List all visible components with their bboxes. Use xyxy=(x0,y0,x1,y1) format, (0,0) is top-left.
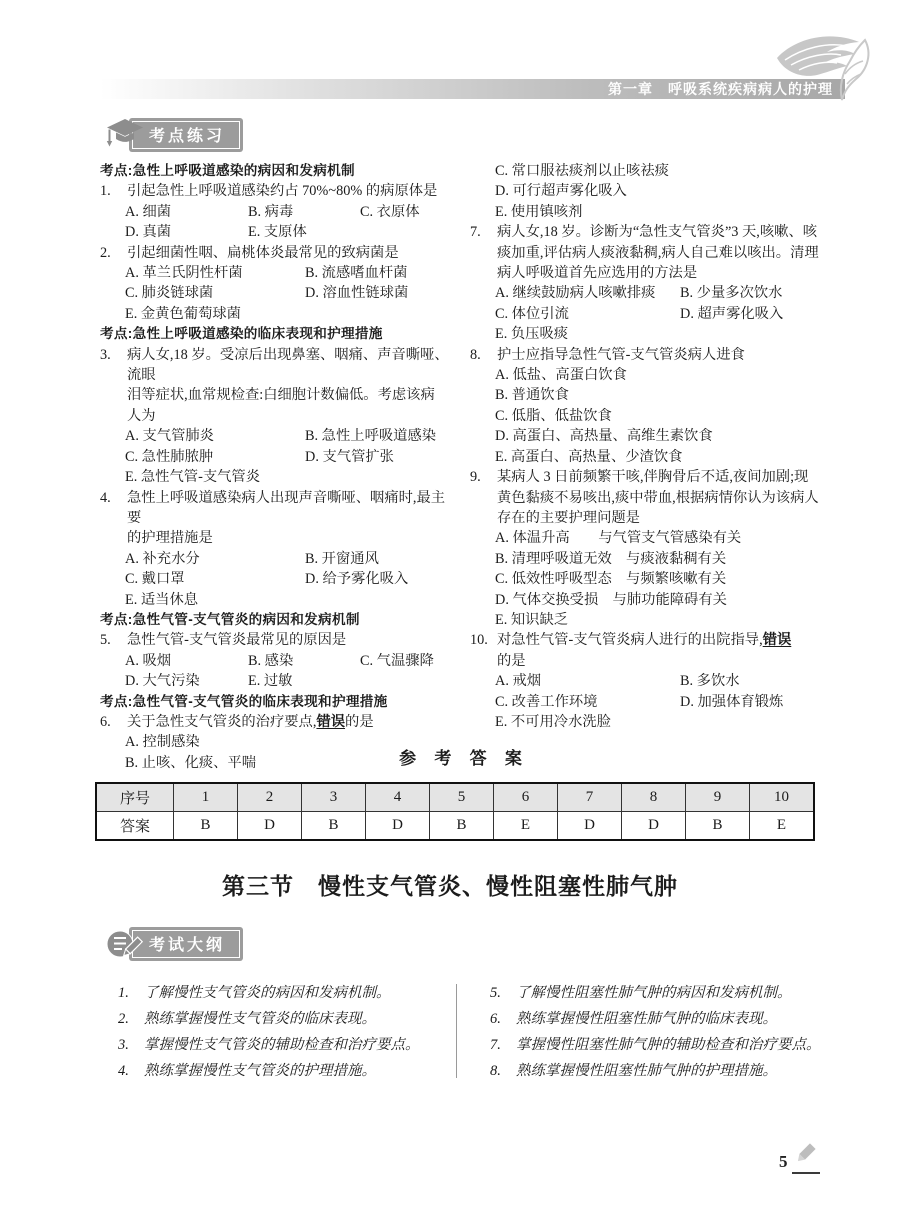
option-item: A. 继续鼓励病人咳嗽排痰 xyxy=(495,285,656,302)
outline-item-text: 掌握慢性阻塞性肺气肿的辅助检查和治疗要点。 xyxy=(516,1037,821,1053)
option-item: D. 大气污染 xyxy=(125,673,200,690)
outline-item xyxy=(490,980,830,1006)
text-segment: 关于急性支气管炎的治疗要点, xyxy=(127,713,317,730)
practice-column-right xyxy=(470,161,828,773)
answers-header-row xyxy=(96,783,814,812)
option-item: B. 少量多次饮水 xyxy=(680,285,783,302)
option-row xyxy=(470,426,828,446)
question-line xyxy=(100,243,458,263)
outline-item xyxy=(118,1006,458,1032)
outline-badge-label: 考试大纲 xyxy=(132,930,240,958)
outline-item-number: 7. xyxy=(490,1037,501,1053)
option-item: C. 改善工作环境 xyxy=(495,693,598,710)
option-item: A. 吸烟 xyxy=(125,652,172,669)
question-text: 痰加重,评估病人痰液黏稠,病人自己难以咳出。清理 xyxy=(497,244,819,261)
text-segment: 的是 xyxy=(345,713,374,730)
question-text: 引起细菌性咽、扁桃体炎最常见的致病菌是 xyxy=(127,244,399,261)
option-row xyxy=(100,671,458,691)
outline-item xyxy=(490,1006,830,1032)
option-item: C. 常口服祛痰剂以止咳祛痰 xyxy=(495,163,669,179)
option-item: B. 流感嗜血杆菌 xyxy=(305,265,408,282)
option-item: E. 金黄色葡萄球菌 xyxy=(125,305,241,322)
option-item: B. 病毒 xyxy=(248,203,294,220)
question-line xyxy=(470,263,828,283)
emphasized-term: 错误 xyxy=(762,632,792,649)
question-line xyxy=(100,406,458,426)
option-row xyxy=(470,365,828,385)
outline-item-text: 熟练掌握慢性支气管炎的护理措施。 xyxy=(144,1063,376,1079)
option-item: D. 支气管扩张 xyxy=(305,448,394,465)
outline-item xyxy=(118,980,458,1006)
answers-value-row xyxy=(96,812,814,841)
option-item: E. 急性气管-支气管炎 xyxy=(125,469,261,486)
option-row xyxy=(100,426,458,446)
outline-item-number: 8. xyxy=(490,1063,501,1079)
option-row xyxy=(470,161,828,181)
option-row xyxy=(470,181,828,201)
outline-item-number: 2. xyxy=(118,1011,129,1027)
option-row xyxy=(100,304,458,324)
question-number: 9. xyxy=(470,469,481,486)
question-text: 黄色黏痰不易咳出,痰中带血,根据病情你认为该病人 xyxy=(497,489,819,506)
option-row xyxy=(470,671,828,691)
exam-outline-icon xyxy=(105,927,143,961)
outline-item xyxy=(490,1058,830,1084)
question-line xyxy=(100,345,458,386)
option-item: E. 高蛋白、高热量、少渣饮食 xyxy=(495,448,683,465)
question-text: 护士应指导急性气管-支气管炎病人进食 xyxy=(497,346,745,363)
answer-number-cell: 5 xyxy=(430,783,494,812)
wing-logo-icon xyxy=(775,28,875,108)
answer-value-cell: B xyxy=(430,812,494,841)
answer-value-cell: D xyxy=(238,812,302,841)
option-item: D. 溶血性链球菌 xyxy=(305,285,409,302)
answer-number-cell: 3 xyxy=(302,783,366,812)
section-title: 第三节 慢性支气管炎、慢性阻塞性肺气肿 xyxy=(222,874,678,899)
option-item: D. 超声雾化吸入 xyxy=(680,305,784,322)
option-row xyxy=(470,610,828,630)
answers-table xyxy=(95,782,815,841)
answer-number-cell: 4 xyxy=(366,783,430,812)
option-item: E. 使用镇咳剂 xyxy=(495,203,583,220)
question-number: 6. xyxy=(100,713,111,730)
exam-point-heading: 考点:急性上呼吸道感染的病因和发病机制 xyxy=(100,163,355,178)
practice-badge-box xyxy=(129,118,243,152)
option-row xyxy=(100,283,458,303)
outline-item-number: 5. xyxy=(490,985,501,1001)
option-row xyxy=(470,549,828,569)
question-number: 3. xyxy=(100,346,111,363)
option-item: D. 高蛋白、高热量、高维生素饮食 xyxy=(495,428,713,445)
answer-number-cell: 2 xyxy=(238,783,302,812)
question-text: 病人呼吸道首先应选用的方法是 xyxy=(497,265,698,282)
question-line xyxy=(470,467,828,487)
outline-item xyxy=(118,1058,458,1084)
question-text: 的护理措施是 xyxy=(127,530,213,547)
question-number: 2. xyxy=(100,244,111,261)
option-row xyxy=(100,590,458,610)
option-row xyxy=(100,263,458,283)
option-item: B. 感染 xyxy=(248,652,294,669)
option-row xyxy=(470,324,828,344)
option-row xyxy=(470,447,828,467)
question-text xyxy=(497,651,828,671)
outline-badge-box xyxy=(129,927,243,961)
question-text: 泪等症状,血常规检查:白细胞计数偏低。考虑该病 xyxy=(127,387,435,404)
option-item: A. 细菌 xyxy=(125,203,172,220)
answer-number-cell: 10 xyxy=(750,783,815,812)
question-line xyxy=(470,243,828,263)
question-line xyxy=(100,630,458,650)
question-text xyxy=(127,712,458,732)
option-item: C. 急性肺脓肿 xyxy=(125,448,214,465)
question-text: 引起急性上呼吸道感染约占 70%~80% 的病原体是 xyxy=(127,183,438,200)
exam-point-heading: 考点:急性气管-支气管炎的临床表现和护理措施 xyxy=(100,693,388,709)
outline-section xyxy=(118,980,830,1084)
outline-item xyxy=(118,1032,458,1058)
pencil-icon xyxy=(791,1142,819,1170)
answer-number-cell: 8 xyxy=(622,783,686,812)
option-item: A. 补充水分 xyxy=(125,550,200,567)
option-item: E. 过敏 xyxy=(248,673,293,690)
outline-item-number: 6. xyxy=(490,1011,501,1027)
answer-value-cell: D xyxy=(622,812,686,841)
text-segment: 对急性气管-支气管炎病人进行的出院指导, xyxy=(497,632,763,649)
answer-value-cell: B xyxy=(686,812,750,841)
option-row xyxy=(100,467,458,487)
outline-item-text: 熟练掌握慢性支气管炎的临床表现。 xyxy=(144,1011,376,1027)
answer-value-cell: B xyxy=(302,812,366,841)
question-text: 急性气管-支气管炎最常见的原因是 xyxy=(127,632,347,649)
chapter-header-bar xyxy=(100,79,845,99)
outline-column-right xyxy=(490,980,830,1084)
question-line xyxy=(470,651,828,671)
answer-value-cell: D xyxy=(558,812,622,841)
option-row xyxy=(470,692,828,712)
option-row xyxy=(100,549,458,569)
option-item: B. 普通饮食 xyxy=(495,387,569,404)
option-row xyxy=(470,528,828,548)
answer-number-cell: 6 xyxy=(494,783,558,812)
text-segment: 的是 xyxy=(497,652,526,669)
option-row xyxy=(470,304,828,324)
option-item: A. 革兰氏阴性杆菌 xyxy=(125,265,243,282)
question-line xyxy=(100,528,458,548)
option-item: E. 适当休息 xyxy=(125,591,199,608)
option-item: B. 多饮水 xyxy=(680,673,740,690)
option-row xyxy=(100,651,458,671)
answers-row-label: 答案 xyxy=(96,812,174,841)
option-item: A. 戒烟 xyxy=(495,673,542,690)
option-row xyxy=(470,202,828,222)
answer-value-cell: E xyxy=(750,812,815,841)
emphasized-term: 错误 xyxy=(316,713,346,730)
option-item: E. 负压吸痰 xyxy=(495,326,569,343)
option-row xyxy=(470,385,828,405)
answer-value-cell: E xyxy=(494,812,558,841)
answer-number-cell: 9 xyxy=(686,783,750,812)
option-item: D. 真菌 xyxy=(125,224,172,241)
question-text: 病人女,18 岁。受凉后出现鼻塞、咽痛、声音嘶哑、流眼 xyxy=(127,346,449,384)
option-item: C. 戴口罩 xyxy=(125,571,185,588)
page-number: 5 xyxy=(779,1152,788,1171)
option-item: D. 可行超声雾化吸入 xyxy=(495,183,627,200)
exam-point-heading: 考点:急性气管-支气管炎的病因和发病机制 xyxy=(100,611,360,627)
answer-number-cell: 1 xyxy=(174,783,238,812)
option-item: C. 低脂、低盐饮食 xyxy=(495,407,612,424)
option-item: C. 低效性呼吸型态 与频繁咳嗽有关 xyxy=(495,571,727,588)
option-row xyxy=(470,283,828,303)
graduation-cap-icon xyxy=(105,118,145,152)
question-text xyxy=(497,630,828,650)
option-row xyxy=(470,406,828,426)
answer-value-cell: D xyxy=(366,812,430,841)
question-line xyxy=(470,508,828,528)
option-item: E. 知识缺乏 xyxy=(495,611,569,628)
question-line xyxy=(100,488,458,529)
question-number: 7. xyxy=(470,224,481,241)
question-text: 病人女,18 岁。诊断为“急性支气管炎”3 天,咳嗽、咳 xyxy=(497,224,818,241)
chapter-title: 第一章 呼吸系统疾病病人的护理 xyxy=(608,81,833,97)
question-line xyxy=(470,222,828,242)
outline-item-number: 1. xyxy=(118,985,129,1001)
question-number: 4. xyxy=(100,489,111,506)
footer-underline xyxy=(792,1172,820,1174)
option-item: B. 急性上呼吸道感染 xyxy=(305,428,437,445)
option-row xyxy=(470,569,828,589)
option-item: C. 衣原体 xyxy=(360,203,420,220)
outline-item-text: 了解慢性支气管炎的病因和发病机制。 xyxy=(144,985,391,1001)
outline-column-left xyxy=(118,980,458,1084)
option-row xyxy=(100,569,458,589)
outline-item-number: 3. xyxy=(118,1037,129,1053)
practice-column-left xyxy=(100,161,458,773)
question-number: 1. xyxy=(100,183,111,200)
option-item: B. 开窗通风 xyxy=(305,550,379,567)
option-row xyxy=(100,447,458,467)
option-item: A. 支气管肺炎 xyxy=(125,428,214,445)
answer-value-cell: B xyxy=(174,812,238,841)
question-line xyxy=(470,630,828,650)
option-item: C. 体位引流 xyxy=(495,305,569,322)
question-text: 急性上呼吸道感染病人出现声音嘶哑、咽痛时,最主要 xyxy=(127,489,446,526)
question-line xyxy=(100,712,458,732)
question-number: 8. xyxy=(470,346,481,363)
question-line xyxy=(470,488,828,508)
question-text: 人为 xyxy=(127,407,156,424)
practice-section xyxy=(100,161,828,773)
option-item: B. 止咳、化痰、平喘 xyxy=(125,754,257,771)
option-item: E. 不可用冷水洗脸 xyxy=(495,713,611,730)
outline-item-number: 4. xyxy=(118,1063,129,1079)
question-line xyxy=(470,345,828,365)
option-item: A. 体温升高 与气管支气管感染有关 xyxy=(495,530,742,547)
option-item: C. 肺炎链球菌 xyxy=(125,285,214,302)
answers-row-label: 序号 xyxy=(96,783,174,812)
option-row xyxy=(100,202,458,222)
practice-badge-label: 考点练习 xyxy=(132,121,240,149)
question-number: 10. xyxy=(470,632,488,649)
question-number: 5. xyxy=(100,632,111,649)
option-item: A. 控制感染 xyxy=(125,734,200,751)
exam-point-heading: 考点:急性上呼吸道感染的临床表现和护理措施 xyxy=(100,326,383,342)
option-item: C. 气温骤降 xyxy=(360,652,434,669)
option-row xyxy=(470,712,828,732)
question-text: 存在的主要护理问题是 xyxy=(497,509,640,526)
option-row xyxy=(100,222,458,242)
outline-column-divider xyxy=(456,984,457,1078)
outline-item xyxy=(490,1032,830,1058)
outline-item-text: 熟练掌握慢性阻塞性肺气肿的护理措施。 xyxy=(516,1063,777,1079)
outline-item-text: 了解慢性阻塞性肺气肿的病因和发病机制。 xyxy=(516,985,792,1001)
option-item: E. 支原体 xyxy=(248,224,307,241)
outline-item-text: 掌握慢性支气管炎的辅助检查和治疗要点。 xyxy=(144,1037,420,1053)
option-item: A. 低盐、高蛋白饮食 xyxy=(495,367,627,384)
answer-number-cell: 7 xyxy=(558,783,622,812)
question-line xyxy=(100,385,458,405)
outline-item-text: 熟练掌握慢性阻塞性肺气肿的临床表现。 xyxy=(516,1011,777,1027)
option-row xyxy=(470,590,828,610)
question-text: 某病人 3 日前频繁干咳,伴胸骨后不适,夜间加剧;现 xyxy=(497,469,809,486)
option-item: B. 清理呼吸道无效 与痰液黏稠有关 xyxy=(495,550,727,567)
answers-title: 参 考 答 案 xyxy=(399,749,529,768)
option-item: D. 给予雾化吸入 xyxy=(305,571,409,588)
option-item: D. 气体交换受损 与肺功能障碍有关 xyxy=(495,591,727,608)
option-item: D. 加强体育锻炼 xyxy=(680,693,784,710)
question-line xyxy=(100,181,458,201)
